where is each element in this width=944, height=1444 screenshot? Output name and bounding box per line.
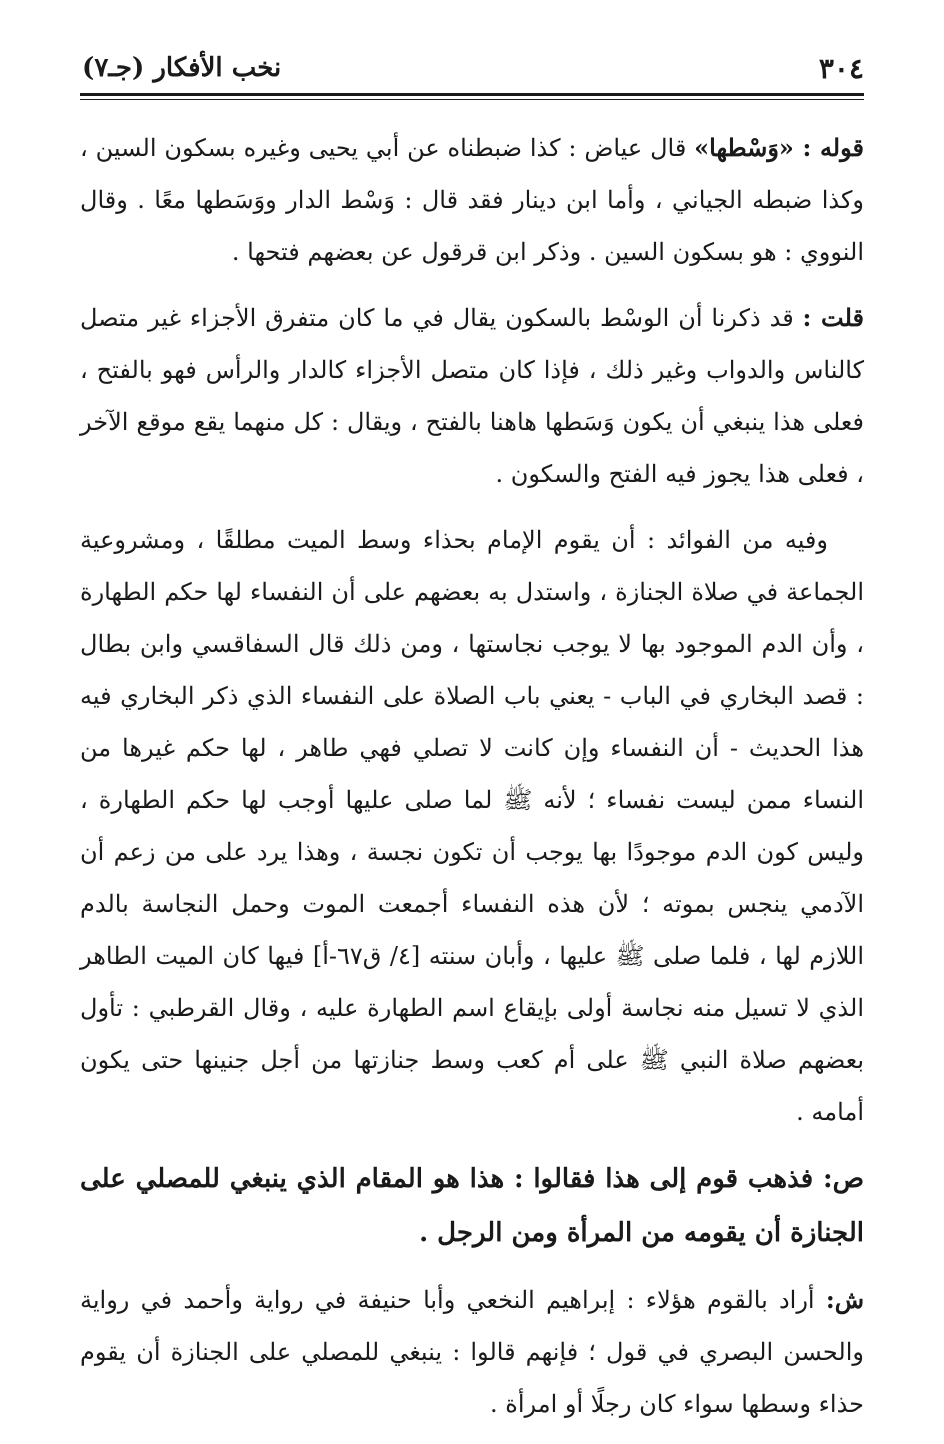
matn-lead: ص:	[822, 1164, 864, 1194]
commentary-paragraph-qawluh	[80, 122, 864, 278]
book-title: نخب الأفكار (جـ٧)	[82, 53, 282, 83]
page-header	[82, 48, 864, 88]
commentary-paragraph-fawaid	[80, 514, 864, 1138]
paragraph-lead: قوله : «وَسْطها»	[694, 133, 864, 162]
matn-paragraph	[80, 1152, 864, 1260]
paragraph-lead: قلت :	[802, 303, 864, 332]
header-rule-thin	[80, 99, 864, 100]
page-number: ٣٠٤	[818, 51, 864, 85]
header-rule-thick	[80, 93, 864, 96]
paragraph-text: قد ذكرنا أن الوسْط بالسكون يقال في ما كان متفرق الأجزاء غير متصل كالناس والدواب وغير ذلك ، فإذا كان متصل الأجزاء كالدار والرأس فهو بالفتح ، فعلى هذا ينبغي أن يكون وَسَطها هاهنا بالفتح ، ويقال : كل منهما يقع موقع الآخر ، فعلى هذا يجوز فيه الفتح والسكون .	[80, 304, 864, 488]
sharh-paragraph	[80, 1274, 864, 1430]
sharh-text: أراد بالقوم هؤلاء : إبراهيم النخعي وأبا حنيفة في رواية وأحمد في رواية والحسن البصري في قول ؛ فإنهم قالوا : ينبغي للمصلي على الجنازة أن يقوم حذاء وسطها سواء كان رجلًا أو امرأة .	[80, 1286, 864, 1418]
commentary-paragraph-qultu	[80, 292, 864, 500]
matn-text: فذهب قوم إلى هذا فقالوا : هذا هو المقام الذي ينبغي للمصلي على الجنازة أن يقومه من المرأة ومن الرجل .	[80, 1164, 864, 1248]
paragraph-text: وفيه من الفوائد : أن يقوم الإمام بحذاء وسط الميت مطلقًا ، ومشروعية الجماعة في صلاة الجنازة ، واستدل به بعضهم على أن النفساء لها حكم الطهارة ، وأن الدم الموجود بها لا يوجب نجاستها ، ومن ذلك قال السفاقسي وابن بطال : قصد البخاري في الباب - يعني باب الصلاة على النفساء الذي ذكر البخاري فيه هذا الحديث - أن النفساء وإن كانت لا تصلي فهي طاهر ، لها حكم غيرها من النساء ممن ليست نفساء ؛ لأنه ﷺ لما صلى عليها أوجب لها حكم الطهارة ، وليس كون الدم موجودًا بها يوجب أن تكون نجسة ، وهذا يرد على من زعم أن الآدمي ينجس بموته ؛ لأن هذه النفساء أجمعت الموت وحمل النجاسة بالدم اللازم لها ، فلما صلى ﷺ عليها ، وأبان سنته [٤/ ق٦٧-أ] فيها كان الميت الطاهر الذي لا تسيل منه نجاسة أولى بإيقاع اسم الطهارة عليه ، وقال القرطبي : تأول بعضهم صلاة النبي ﷺ على أم كعب وسط جنازتها من أجل جنينها حتى يكون أمامه .	[80, 526, 864, 1126]
sharh-lead: ش:	[825, 1285, 864, 1314]
paragraph-text: قال عياض : كذا ضبطناه عن أبي يحيى وغيره بسكون السين ، وكذا ضبطه الجياني ، وأما ابن دينار فقد قال : وَسْط الدار ووَسَطها معًا . وقال النووي : هو بسكون السين . وذكر ابن قرقول عن بعضهم فتحها .	[80, 134, 864, 266]
page-body	[80, 122, 864, 1444]
